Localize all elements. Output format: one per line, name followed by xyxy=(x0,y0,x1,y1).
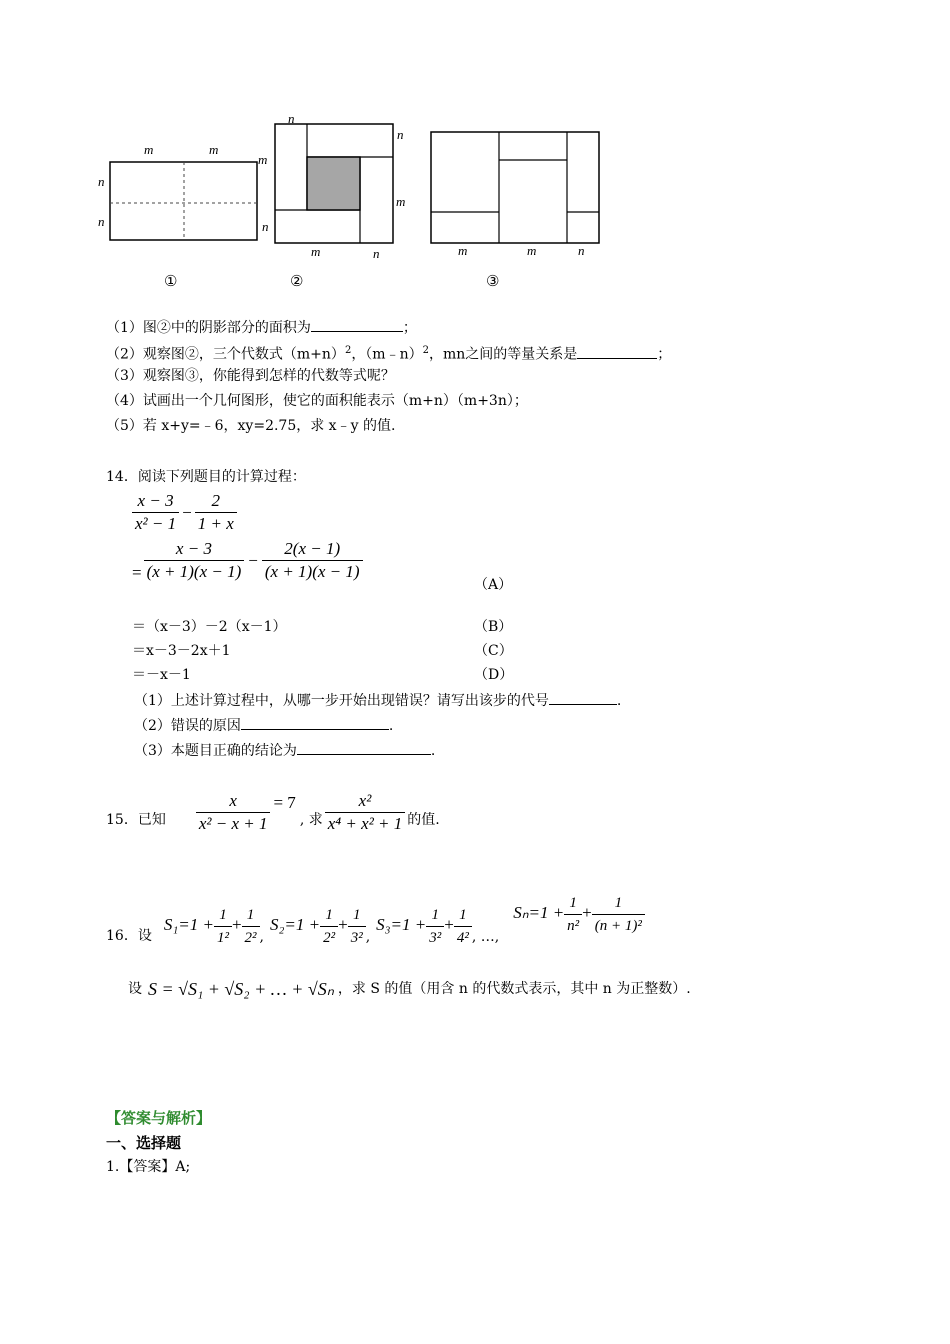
fraction: $\frac{2(x - 1)}{(x + 1)(x - 1)}$ xyxy=(262,538,363,583)
fig2-label-n-bottom: n xyxy=(373,246,380,261)
caption-figure-1: ① xyxy=(164,272,178,290)
q14-label-c: （C） xyxy=(474,643,513,659)
fraction: $\frac{1}{\text{3²}}$ xyxy=(348,904,366,949)
figures-diagram xyxy=(0,100,950,300)
q13-part-1: （1）图②中的阴影部分的面积为 ； xyxy=(106,317,417,338)
fig1-label-m-right: m xyxy=(209,142,219,157)
fig2-label-m-bottom: m xyxy=(311,244,321,259)
q14-sub-3: （3）本题目正确的结论为 . xyxy=(134,740,435,761)
q14-label-d: （D） xyxy=(474,667,514,683)
fraction: $\frac{1}{\text{2²}}$ xyxy=(320,904,338,949)
fraction: $\frac{1}{\text{4²}}$ xyxy=(454,904,472,949)
fraction: $\frac{x}{\text{x² − x + 1}}$ xyxy=(196,790,271,835)
q14-step-d: ＝－x－1 xyxy=(132,667,191,683)
q13-part-2: （2）观察图②，三个代数式$(m+n)^2$，（m﹣n）$^2$，mn之间的等量关系是 ； xyxy=(106,345,672,363)
caption-figure-3: ③ xyxy=(486,272,500,290)
fig2-label-n-right-top: n xyxy=(397,127,404,142)
q14-step-a: = $\frac{x - 3}{(x + 1)(x - 1)}$ − $\frac{2(x - 1)}{(x + 1)(x - 1)}$ xyxy=(132,538,363,583)
fraction: $\frac{x - 3}{\text{x² − 1}}$ xyxy=(132,490,179,535)
fig2-label-n-left-bottom: n xyxy=(262,219,269,234)
fig3-label-m-1: m xyxy=(458,243,468,258)
fraction: $\frac{1}{\text{2²}}$ xyxy=(242,904,260,949)
fraction: $\frac{2}{1 + x}$ xyxy=(195,490,237,535)
fig1-label-m-left: m xyxy=(144,142,154,157)
fraction: $\frac{1}{\text{n²}}$ xyxy=(564,892,582,937)
fig3-label-n: n xyxy=(578,243,585,258)
shaded-square xyxy=(307,157,360,210)
fig2-label-n-topleft: n xyxy=(288,111,295,126)
figure-2 xyxy=(275,124,393,243)
answers-first: 1.【答案】A; xyxy=(106,1159,191,1175)
fig2-label-m-right: m xyxy=(396,194,406,209)
q14-sub-1: （1）上述计算过程中，从哪一步开始出现错误？请写出该步的代号 . xyxy=(134,690,621,711)
fraction: $\frac{1}{\text{(n + 1)²}}$ xyxy=(592,892,645,937)
q14-title: 14．阅读下列题目的计算过程： xyxy=(106,469,306,485)
q13-part-4: （4）试画出一个几何图形，使它的面积能表示（m+n）（m+3n）； xyxy=(106,393,528,409)
q16-line-2: 设 S = √S₁ + √S₂ + … + √Sₙ ，求 S 的值（用含 n 的代数式表示，其中 n 为正整数）. xyxy=(128,979,691,999)
q14-sub-2: （2）错误的原因 . xyxy=(134,715,393,736)
caption-figure-2: ② xyxy=(290,272,304,290)
figure-3 xyxy=(431,132,599,243)
q14-label-b: （B） xyxy=(474,619,513,635)
fig3-label-m-2: m xyxy=(527,243,537,258)
q14-step-b: ＝（x－3）－2（x－1） xyxy=(132,619,287,635)
q14-expression-1: $\frac{x - 3}{\text{x² − 1}}$ − $\frac{2}{1 + x}$ xyxy=(132,490,237,535)
answers-header: 【答案与解析】 xyxy=(106,1109,212,1127)
q14-label-a: （A） xyxy=(474,577,513,593)
figure-1 xyxy=(110,162,257,240)
fraction: $\frac{x - 3}{(x + 1)(x - 1)}$ xyxy=(144,538,245,583)
q13-part-3: （3）观察图③，你能得到怎样的代数等式呢？ xyxy=(106,368,395,384)
q14-step-c: ＝x－3－2x＋1 xyxy=(132,643,231,659)
fraction: $\frac{1}{\text{1²}}$ xyxy=(214,904,232,949)
fraction: $\frac{\text{x²}}{\text{x⁴ + x² + 1}}$ xyxy=(325,790,406,835)
fig1-label-n-top: n xyxy=(98,174,105,189)
fig1-label-n-bottom: n xyxy=(98,214,105,229)
q15: 15．已知 $\frac{x}{\text{x² − x + 1}}$ = 7 , 求 $\frac{\text{x²}}{\text{x⁴ + x² + 1}}$ 的值. xyxy=(106,791,440,833)
fraction: $\frac{1}{\text{3²}}$ xyxy=(426,904,444,949)
q16-line-1: 16．设 S₁=1 + $\frac{1}{\text{1²}}$ + $\frac{1}{\text{2²}}$ , S₂=1 + $\frac{1}{\text{2²}}$ + $\frac{1}{\text{3²}}$ , S₃=1 + $\frac{1}{\text{3²}}$ + $\frac{1}{\text{4²}}$ , …, Sₙ=1 + $\frac{1}{\text{n²}}$ + $\frac{1}{\text{(n + 1)²}}$ xyxy=(106,892,645,949)
q13-part-5: （5）若 x+y=﹣6，xy=2.75，求 x﹣y 的值. xyxy=(106,418,396,434)
answers-section: 一、选择题 xyxy=(106,1134,182,1152)
fig2-label-m-left: m xyxy=(258,152,268,167)
